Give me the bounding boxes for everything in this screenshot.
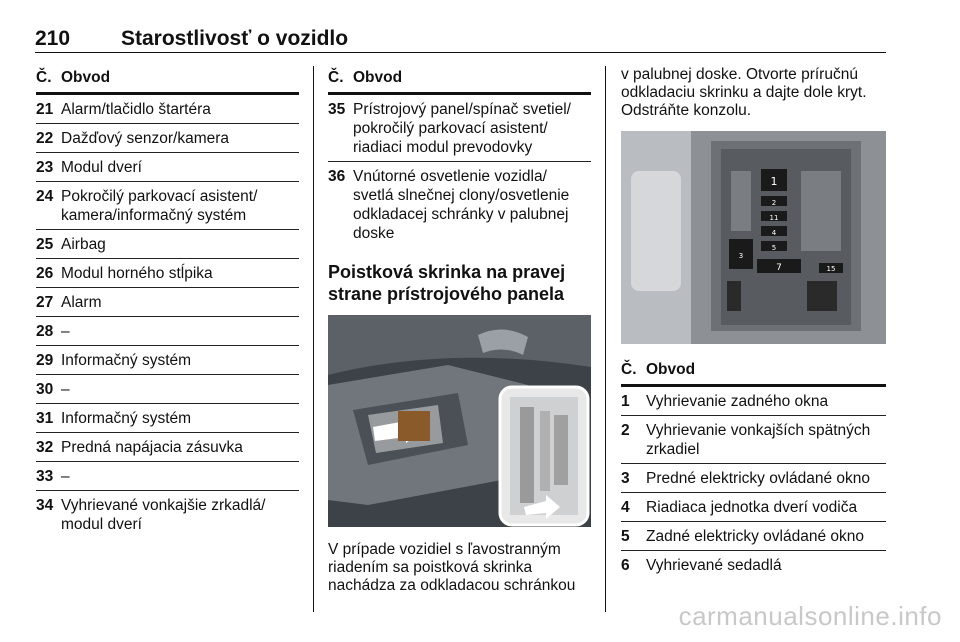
row-text: Modul horného stĺpika <box>61 265 213 282</box>
column-1 <box>36 66 299 538</box>
row-num: 29 <box>36 352 54 369</box>
row-text: Alarm/tlačidlo štartéra <box>61 101 211 118</box>
row-num: 36 <box>328 168 346 185</box>
row-num: 3 <box>621 470 630 487</box>
table-row <box>36 182 299 230</box>
table-row <box>621 416 886 464</box>
row-num: 27 <box>36 294 54 311</box>
row-num: 5 <box>621 528 630 545</box>
row-text: Modul dverí <box>61 159 142 176</box>
row-text: – <box>61 468 70 485</box>
circuit-list <box>36 95 299 538</box>
row-num: 33 <box>36 468 54 485</box>
row-text: Vyhrievanie zadného okna <box>646 393 829 410</box>
row-text: Alarm <box>61 294 102 311</box>
row-num: 22 <box>36 130 54 147</box>
table-row <box>36 153 299 182</box>
circuit-list <box>621 387 886 579</box>
row-text: Informačný systém <box>61 352 192 369</box>
header-label: Obvod <box>353 69 403 86</box>
table-row <box>36 259 299 288</box>
glovebox-fuse-photo <box>328 315 591 527</box>
row-text: Vnútorné osvetlenie vozidla/ svetlá slnečnej clony/osvetlenie odkladacej schránky v palubnej doske <box>353 168 570 242</box>
row-text: Zadné elektricky ovládané okno <box>646 528 864 545</box>
header-label: Obvod <box>646 361 696 378</box>
row-text: Riadiaca jednotka dverí vodiča <box>646 499 858 516</box>
row-text: Airbag <box>61 236 106 253</box>
section-title: Poistková skrinka na pravej strane prístrojového panela <box>328 262 566 304</box>
table-row <box>36 288 299 317</box>
chapter-title: Starostlivosť o vozidlo <box>121 27 349 50</box>
fuse-box-photo <box>621 131 886 344</box>
header-num: Č. <box>621 361 637 378</box>
table-row <box>36 404 299 433</box>
row-num: 30 <box>36 381 54 398</box>
row-num: 21 <box>36 101 54 118</box>
table-row <box>36 375 299 404</box>
fuse-label: 11 <box>769 214 779 222</box>
table-header <box>36 66 299 95</box>
row-num: 35 <box>328 101 346 118</box>
row-text: Vyhrievané vonkajšie zrkadlá/ modul dverí <box>61 497 266 533</box>
watermark: carmanualsonline.info <box>678 601 942 631</box>
fuse-label: 5 <box>771 244 777 252</box>
fuse-label: 2 <box>771 199 777 207</box>
table-row <box>621 464 886 493</box>
fuse-box-illustration <box>621 131 886 344</box>
table-row <box>36 95 299 124</box>
body-paragraph: v palubnej doske. Otvorte príručnú odkladaciu skrinku a dajte dole kryt. Odstráňte konzolu. <box>621 66 867 119</box>
table-row <box>621 493 886 522</box>
row-text: Predná napájacia zásuvka <box>61 439 243 456</box>
fuse-label: 7 <box>776 263 782 273</box>
header-num: Č. <box>36 69 52 86</box>
row-num: 32 <box>36 439 54 456</box>
column-divider <box>313 66 314 612</box>
row-text: Vyhrievané sedadlá <box>646 557 782 574</box>
row-num: 23 <box>36 159 54 176</box>
column-2 <box>328 66 591 595</box>
table-row <box>36 230 299 259</box>
row-text: Dažďový senzor/kamera <box>61 130 230 147</box>
row-text: Prístrojový panel/spínač svetiel/ pokročilý parkovací asistent/ riadiaci modul prevodovky <box>353 101 571 156</box>
row-text: Vyhrievanie vonkajších spätných zrkadiel <box>646 422 871 458</box>
page-header <box>35 27 886 53</box>
row-text: – <box>61 323 70 340</box>
table-row <box>328 95 591 162</box>
fuse-label: 1 <box>770 175 778 188</box>
table-row <box>621 522 886 551</box>
row-num: 2 <box>621 422 630 439</box>
body-paragraph: V prípade vozidiel s ľavostranným riadením sa poistková skrinka nachádza za odkladacou schránkou <box>328 541 576 594</box>
table-row <box>36 346 299 375</box>
dashboard-illustration <box>328 315 591 527</box>
table-row <box>36 462 299 491</box>
table-row <box>36 124 299 153</box>
table-row <box>36 491 299 538</box>
row-num: 31 <box>36 410 54 427</box>
fuse-label: 15 <box>826 265 836 273</box>
row-text: – <box>61 381 70 398</box>
row-num: 4 <box>621 499 630 516</box>
page-number: 210 <box>35 27 71 50</box>
row-num: 28 <box>36 323 54 340</box>
table-row <box>328 162 591 247</box>
fuse-label: 4 <box>771 229 777 237</box>
header-label: Obvod <box>61 69 111 86</box>
column-divider <box>605 66 606 612</box>
row-num: 1 <box>621 393 630 410</box>
row-num: 34 <box>36 497 54 514</box>
table-header <box>328 66 591 95</box>
table-row <box>36 317 299 346</box>
row-num: 6 <box>621 557 630 574</box>
fuse-label: 3 <box>738 252 744 260</box>
row-num: 24 <box>36 188 54 205</box>
column-3 <box>621 66 886 579</box>
row-num: 26 <box>36 265 54 282</box>
circuit-list <box>328 95 591 247</box>
table-row <box>621 551 886 579</box>
row-text: Predné elektricky ovládané okno <box>646 470 871 487</box>
row-num: 25 <box>36 236 54 253</box>
table-row <box>621 387 886 416</box>
row-text: Pokročilý parkovací asistent/ kamera/informačný systém <box>61 188 258 224</box>
header-num: Č. <box>328 69 344 86</box>
table-header <box>621 358 886 387</box>
row-text: Informačný systém <box>61 410 192 427</box>
table-row <box>36 433 299 462</box>
